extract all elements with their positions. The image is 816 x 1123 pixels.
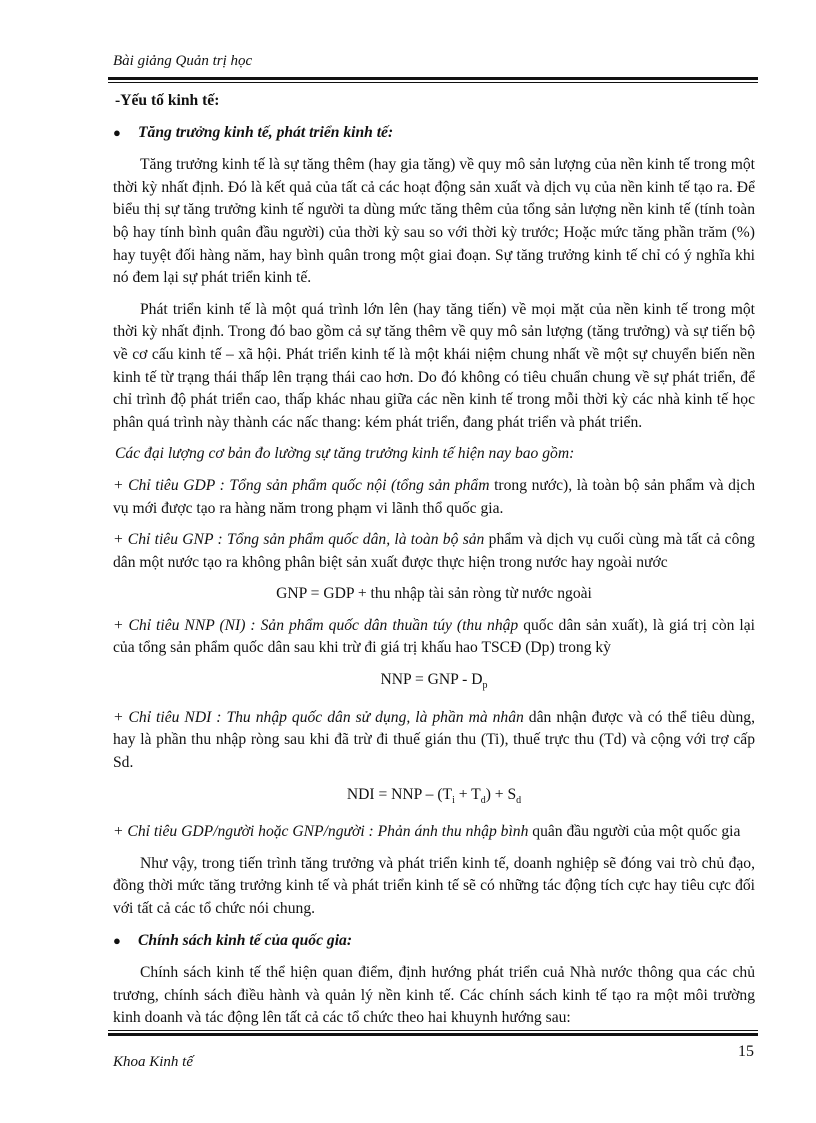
gdp-per-capita-label: + Chỉ tiêu GDP/người hoặc GNP/người : Phản ánh thu nhập bình — [113, 823, 529, 841]
formula-nnp: NNP = GNP - $D_p$ — [380, 671, 488, 692]
formula-ndi: NDI = NNP – $(T_i + T_d) + S_d$ — [346, 785, 522, 806]
header-rule — [108, 77, 758, 83]
header-title: Bài giảng Quản trị học — [113, 53, 253, 69]
gnp-text: phẩm và dịch vụ cuối cùng mà tất cả công dân một nước tạo ra không phân biệt sản xuất được thực hiện trong nước hay ngoài nước — [113, 531, 755, 571]
ndi-label: + Chỉ tiêu NDI : Thu nhập quốc dân sử dụng, là phần mà nhân — [113, 708, 524, 726]
gdp-per-capita-text: quân đầu người của một quốc gia — [528, 823, 741, 841]
bullet-icon: ● — [113, 124, 121, 140]
gnp-label: + Chỉ tiêu GNP : Tổng sản phẩm quốc dân, là toàn bộ sản — [113, 531, 485, 549]
bullet-growth — [113, 122, 755, 145]
gdp-text: trong nước), là toàn bộ sản phẩm và dịch vụ mới được tạo ra hàng năm trong phạm vi lãnh thổ quốc gia. — [113, 476, 755, 517]
bullet-policy — [113, 930, 755, 953]
ndi-item — [113, 707, 755, 775]
gdp-item — [113, 475, 755, 520]
bullet-growth-text: Tăng trưởng kinh tế, phát triển kinh tế: — [138, 123, 394, 141]
page-number: 15 — [738, 1043, 754, 1060]
bullet-policy-text: Chính sách kinh tế của quốc gia: — [138, 931, 353, 949]
paragraph-policy: Chính sách kinh tế thể hiện quan điểm, định hướng phát triển cuả Nhà nước thông qua các chủ trương, chính sách điều hành và quản lý nền kinh tế. Các chính sách kinh tế tạo ra một môi trường kinh doanh và tác động lên tất cả các tổ chức theo hai khuynh hướng sau: — [113, 964, 755, 1027]
formula-gnp: GNP = GDP + thu nhập tài sản ròng từ nước ngoài — [276, 585, 592, 603]
section-heading: -Yếu tố kinh tế: — [115, 92, 220, 109]
paragraph-conclusion: Như vậy, trong tiến trình tăng trưởng và phát triển kinh tế, doanh nghiệp sẽ đóng vai trò chủ đạo, đồng thời mức tăng trưởng kinh tế và phát triển kinh tế sẽ có những tác động tích cực hay tiêu cực đối với tất cả các tổ chức nói chung. — [113, 854, 755, 918]
paragraph-growth: Tăng trưởng kinh tế là sự tăng thêm (hay gia tăng) về quy mô sản lượng của nền kinh tế trong một thời kỳ nhất định. Đó là kết quả của tất cả các hoạt động sản xuất và dịch vụ của nền kinh tế tạo ra. Để biểu thị sự tăng trưởng kinh tế người ta dùng mức tăng thêm của tổng sản lượng nền kinh tế (tính toàn bộ hay tính bình quân đầu người) của thời kỳ sau so với thời kỳ trước; Hoặc mức tăng phần trăm (%) hay tuyệt đối hàng năm, hay bình quân trong một giai đoạn. Sự tăng trưởng kinh tế chỉ có ý nghĩa khi nó đem lại sự phát triển kinh tế. — [113, 156, 755, 287]
page-content — [113, 90, 755, 1039]
nnp-text: quốc dân sản xuất), là giá trị còn lại của tổng sản phẩm quốc dân sau khi trừ đi giá trị khấu hao TSCĐ (Dp) trong kỳ — [113, 616, 755, 657]
ndi-text: dân nhận được và có thể tiêu dùng, hay là phần thu nhập ròng sau khi đã trừ đi thuế gián thu (Ti), thuế trực thu (Td) và cộng với trợ cấp Sd. — [113, 708, 755, 771]
footer-rule — [108, 1030, 758, 1036]
paragraph-development: Phát triển kinh tế là một quá trình lớn lên (hay tăng tiến) về mọi mặt của nền kinh tế trong một thời kỳ nhất định. Trong đó bao gồm cả sự tăng thêm về quy mô sản lượng (tăng trưởng) và sự tiến bộ về cơ cấu kinh tế – xã hội. Phát triển kinh tế là một khái niệm chung nhất về một sự chuyển biến nền kinh tế từ trạng thái thấp lên trạng thái cao hơn. Do đó không có tiêu chuẩn chung về sự phát triển, để chỉ trình độ phát triển cao, thấp khác nhau giữa các nền kinh tế trong mỗi thời kỳ các nhà kinh tế học phân quá trình này thành các nấc thang: kém phát triển, đang phát triển và phát triển. — [113, 300, 755, 431]
measures-intro: Các đại lượng cơ bản đo lường sự tăng trưởng kinh tế hiện nay bao gồm: — [115, 445, 575, 463]
footer-department: Khoa Kinh tế — [113, 1054, 194, 1070]
bullet-icon: ● — [113, 932, 121, 948]
nnp-label: + Chỉ tiêu NNP (NI) : Sản phẩm quốc dân thuần túy (thu nhập — [113, 616, 519, 634]
gnp-item — [113, 529, 755, 574]
gdp-label: + Chỉ tiêu GDP : Tổng sản phẩm quốc nội (tổng sản phẩm — [113, 476, 490, 494]
gdp-per-capita-item — [113, 821, 755, 844]
nnp-item — [113, 615, 755, 660]
